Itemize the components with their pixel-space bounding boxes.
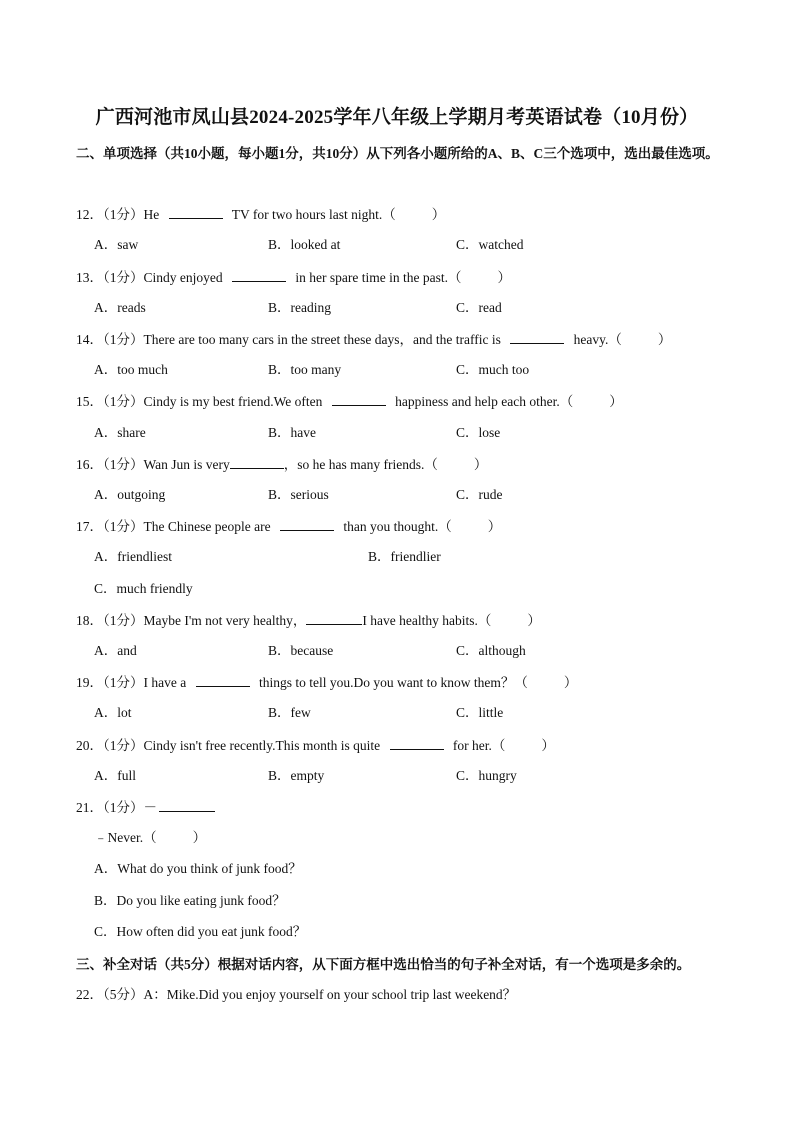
question-stem-tail: heavy.（ (573, 332, 622, 347)
question-stem: 19．（1分）I have a (76, 675, 187, 690)
option-a: A．lot (94, 705, 132, 720)
option-b: B．few (268, 705, 311, 720)
question-stem: 12．（1分）He (76, 207, 160, 222)
paren-close: ） (657, 332, 672, 347)
paren-close: ） (473, 457, 488, 472)
dialogue-reply: ﹣Never.（ (94, 830, 157, 845)
option-a: A．outgoing (94, 487, 166, 502)
paren-close: ） (497, 270, 511, 285)
question-12 (76, 204, 445, 224)
option-c: C．rude (456, 487, 503, 502)
option-c: C．although (456, 643, 526, 658)
question-stem-tail: things to tell you.Do you want to know them？（ (258, 675, 528, 690)
question-stem: 15．（1分）Cindy is my best friend.We often (76, 394, 323, 409)
question-stem-tail: I have healthy habits.（ (362, 613, 492, 628)
answer-blank (196, 672, 250, 687)
paren-close: ） (527, 613, 541, 628)
option-b: B．too many (268, 362, 342, 377)
question-stem-tail: in her spare time in the past.（ (295, 270, 462, 285)
option-a: A．and (94, 643, 137, 658)
question-stem-tail: happiness and help each other.（ (395, 394, 574, 409)
question-stem: 13．（1分）Cindy enjoyed (76, 270, 223, 285)
option-a: A．What do you think of junk food？ (94, 861, 302, 876)
question-stem-tail: TV for two hours last night.（ (231, 207, 396, 222)
question-stem: 18．（1分）Maybe I'm not very healthy， (76, 613, 307, 628)
option-b: B．friendlier (368, 549, 441, 564)
option-b: B．looked at (268, 237, 341, 252)
paren-close: ） (487, 519, 502, 534)
question-14 (76, 329, 671, 349)
answer-blank (332, 391, 386, 406)
answer-blank (306, 610, 362, 625)
option-b: B．empty (268, 768, 325, 783)
section-heading-dialogue: 三、补全对话（共5分）根据对话内容，从下面方框中选出恰当的句子补全对话，有一个选项是多余的。 (76, 957, 691, 972)
option-a: A．full (94, 768, 136, 783)
option-a: A．share (94, 425, 146, 440)
question-19 (76, 672, 577, 692)
question-17 (76, 516, 501, 536)
answer-blank (280, 516, 334, 531)
question-stem: 21．（1分）－ (76, 800, 157, 815)
option-c: C．How often did you eat junk food？ (94, 924, 307, 939)
option-b: B．because (268, 643, 334, 658)
section-heading-single-choice: 二、单项选择（共10小题，每小题1分，共10分）从下列各小题所给的A、B、C三个选项中，选出最佳选项。 (76, 146, 719, 161)
answer-blank (232, 267, 286, 282)
option-b: B．Do you like eating junk food？ (94, 893, 286, 908)
question-16 (76, 454, 487, 474)
question-13 (76, 267, 511, 287)
option-c: C．much too (456, 362, 530, 377)
question-18 (76, 610, 541, 630)
answer-blank (159, 797, 215, 812)
question-stem: 17．（1分）The Chinese people are (76, 519, 271, 534)
answer-blank (390, 735, 444, 750)
page-title: 广西河池市凤山县2024-2025学年八年级上学期月考英语试卷（10月份） (95, 107, 699, 128)
option-c: C．watched (456, 237, 524, 252)
question-stem-tail: for her.（ (452, 738, 506, 753)
question-22: 22．（5分）A：Mike.Did you enjoy yourself on your school trip last weekend？ (76, 987, 517, 1002)
option-a: A．reads (94, 300, 146, 315)
option-a: A．saw (94, 237, 139, 252)
paren-close: ） (563, 675, 578, 690)
option-c: C．hungry (456, 768, 517, 783)
option-c: C．read (456, 300, 502, 315)
option-c: C．much friendly (94, 581, 193, 596)
paren-close: ） (431, 207, 446, 222)
paren-close: ） (541, 738, 555, 753)
paren-close: ） (192, 830, 207, 845)
option-c: C．little (456, 705, 504, 720)
paren-close: ） (609, 394, 623, 409)
option-a: A．friendliest (94, 549, 172, 564)
answer-blank (169, 204, 223, 219)
option-a: A．too much (94, 362, 168, 377)
question-20 (76, 735, 555, 755)
option-b: B．have (268, 425, 316, 440)
option-c: C．lose (456, 425, 501, 440)
option-b: B．reading (268, 300, 331, 315)
question-15 (76, 391, 623, 411)
answer-blank (510, 329, 564, 344)
option-b: B．serious (268, 487, 329, 502)
question-stem-tail: ，so he has many friends.（ (283, 457, 438, 472)
question-stem: 20．（1分）Cindy isn't free recently.This month is quite (76, 738, 381, 753)
answer-blank (230, 454, 284, 469)
question-stem-tail: than you thought.（ (343, 519, 452, 534)
question-21-reply (94, 828, 206, 848)
question-21 (76, 797, 215, 817)
question-stem: 14．（1分）There are too many cars in the street these days，and the traffic is (76, 332, 501, 347)
question-stem: 16．（1分）Wan Jun is very (76, 457, 230, 472)
